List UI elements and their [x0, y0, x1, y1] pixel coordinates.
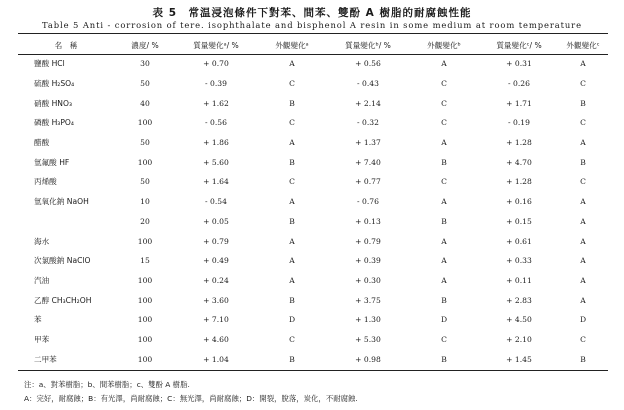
table-cell: + 0.39: [355, 256, 381, 266]
medium-name-cell: 次氯酸鈉 NaClO: [34, 256, 91, 266]
table-cell: + 0.11: [506, 275, 532, 285]
table-cell: A: [289, 138, 295, 148]
table-cell: A: [289, 256, 295, 266]
column-header: 外觀變化ᵇ: [427, 40, 461, 50]
medium-name-cell: 二甲苯: [34, 354, 57, 364]
table-cell: + 1.64: [203, 177, 229, 187]
table-row: [18, 172, 608, 192]
table-cell: 100: [137, 354, 153, 364]
table-cell: B: [441, 157, 447, 167]
table-cell: 10: [140, 197, 150, 207]
table-cell: B: [441, 216, 447, 226]
table-cell: + 0.77: [355, 177, 381, 187]
table-cell: B: [289, 98, 295, 108]
table-cell: C: [441, 98, 447, 108]
table-cell: + 4.60: [203, 334, 229, 344]
medium-name-cell: 氫氧化鈉 NaOH: [34, 197, 89, 207]
table-cell: + 4.50: [506, 315, 532, 325]
table-cell: D: [579, 315, 587, 325]
table-cell: C: [441, 118, 447, 128]
table-cell: 100: [137, 275, 153, 285]
table-cell: + 2.14: [355, 98, 381, 108]
table-cell: - 0.54: [205, 197, 227, 207]
table-cell: C: [441, 334, 447, 344]
table-cell: A: [441, 197, 447, 207]
table-cell: + 0.49: [203, 256, 229, 266]
table-cell: A: [441, 256, 447, 266]
table-cell: D: [288, 315, 296, 325]
table-cell: A: [580, 295, 586, 305]
table-cell: A: [441, 59, 447, 69]
table-cell: + 0.79: [355, 236, 381, 246]
table-cell: 40: [140, 98, 150, 108]
bottom-rule: [18, 370, 608, 371]
column-header: 質量變化ᵃ/ %: [193, 40, 239, 50]
table-cell: A: [580, 275, 586, 285]
table-cell: A: [441, 275, 447, 285]
table-cell: + 3.75: [355, 295, 381, 305]
corrosion-table: [18, 36, 608, 369]
table-cell: + 1.71: [506, 98, 532, 108]
table-cell: + 1.37: [355, 138, 381, 148]
table-cell: + 2.10: [506, 334, 532, 344]
table-cell: - 0.43: [357, 79, 379, 89]
table-cell: + 0.15: [506, 216, 532, 226]
table-cell: C: [580, 79, 586, 89]
medium-name-cell: 乙醇 CH₃CH₂OH: [34, 295, 92, 305]
table-cell: + 0.24: [203, 275, 229, 285]
table-cell: D: [440, 315, 448, 325]
table-row: [18, 133, 608, 153]
table-cell: + 0.05: [203, 216, 229, 226]
table-cell: + 7.40: [355, 157, 381, 167]
table-cell: + 0.13: [355, 216, 381, 226]
column-header: 濃度/ %: [131, 40, 159, 50]
table-title-english: Table 5 Anti - corrosion of tere. isophthalate and bisphenol A resin in some medium at room temperature: [42, 20, 582, 30]
table-cell: A: [580, 216, 586, 226]
table-cell: 50: [140, 79, 150, 89]
table-cell: + 5.30: [355, 334, 381, 344]
table-cell: A: [289, 236, 295, 246]
table-cell: + 1.28: [506, 138, 532, 148]
table-cell: 100: [137, 315, 153, 325]
table-cell: + 0.16: [506, 197, 532, 207]
table-cell: C: [580, 118, 586, 128]
table-cell: A: [580, 59, 586, 69]
medium-name-cell: 硝酸 HNO₃: [34, 98, 73, 108]
table-cell: + 2.83: [506, 295, 532, 305]
table-cell: C: [580, 177, 586, 187]
table-cell: C: [289, 79, 295, 89]
note-line: 注：a、對苯樹脂；b、間苯樹脂；c、雙酚 A 樹脂.: [24, 380, 190, 389]
table-cell: + 0.30: [355, 275, 381, 285]
table-row: [18, 212, 608, 232]
table-cell: A: [289, 275, 295, 285]
table-cell: C: [441, 177, 447, 187]
table-cell: + 0.56: [355, 59, 381, 69]
table-cell: 100: [137, 157, 153, 167]
table-cell: A: [580, 236, 586, 246]
table-cell: 100: [137, 295, 153, 305]
medium-name-cell: 甲苯: [34, 334, 50, 344]
table-row: [18, 54, 608, 74]
column-header: 外觀變化ᵃ: [275, 40, 309, 50]
table-cell: C: [289, 118, 295, 128]
table-cell: 100: [137, 236, 153, 246]
note-line: A：完好，耐腐蝕；B：有光澤，尚耐腐蝕；C：無光澤，尚耐腐蝕；D：開裂，脫落，炭化，不耐腐蝕.: [24, 394, 358, 403]
table-cell: A: [580, 256, 586, 266]
table-cell: A: [441, 236, 447, 246]
table-cell: 100: [137, 118, 153, 128]
column-header: 名 稱: [54, 40, 78, 50]
table-cell: + 1.86: [203, 138, 229, 148]
table-cell: + 0.61: [506, 236, 532, 246]
table-row: [18, 152, 608, 172]
table-cell: + 4.70: [506, 157, 532, 167]
table-cell: - 0.39: [205, 79, 227, 89]
table-cell: B: [289, 295, 295, 305]
medium-name-cell: 鹽酸 HCl: [34, 59, 65, 69]
table-row: [18, 192, 608, 212]
table-row: [18, 113, 608, 133]
medium-name-cell: 醋酸: [34, 138, 50, 148]
table-cell: + 0.33: [506, 256, 532, 266]
table-cell: 100: [137, 334, 153, 344]
table-cell: B: [580, 98, 586, 108]
table-cell: C: [580, 334, 586, 344]
table-row: [18, 74, 608, 94]
table-cell: + 1.62: [203, 98, 229, 108]
medium-name-cell: 磷酸 H₃PO₄: [34, 118, 74, 128]
table-cell: + 1.28: [506, 177, 532, 187]
table-cell: A: [580, 197, 586, 207]
table-cell: + 1.45: [506, 354, 532, 364]
top-rule: [18, 33, 608, 34]
medium-name-cell: 汽油: [34, 275, 50, 285]
table-cell: B: [580, 354, 586, 364]
table-row: [18, 310, 608, 330]
table-cell: B: [289, 216, 295, 226]
table-cell: - 0.19: [508, 118, 530, 128]
table-cell: 15: [140, 256, 150, 266]
table-cell: C: [289, 334, 295, 344]
table-row: [18, 290, 608, 310]
table-cell: + 3.60: [203, 295, 229, 305]
medium-name-cell: 硫酸 H₂SO₄: [34, 79, 75, 89]
table-row: [18, 330, 608, 350]
table-cell: + 7.10: [203, 315, 229, 325]
table-row: [18, 231, 608, 251]
medium-name-cell: [18, 212, 114, 232]
table-cell: 30: [140, 59, 150, 69]
table-cell: A: [441, 138, 447, 148]
table-cell: + 0.31: [506, 59, 532, 69]
table-cell: - 0.32: [357, 118, 379, 128]
column-header: 外觀變化ᶜ: [566, 40, 600, 50]
table-cell: 20: [140, 216, 150, 226]
table-cell: B: [441, 295, 447, 305]
column-header: 質量變化ᶜ/ %: [496, 40, 542, 50]
table-notes: [24, 378, 358, 406]
table-cell: C: [441, 79, 447, 89]
table-cell: 50: [140, 138, 150, 148]
table-row: [18, 349, 608, 369]
table-cell: - 0.76: [357, 197, 379, 207]
medium-name-cell: 丙烯酸: [34, 177, 57, 187]
table-cell: B: [289, 354, 295, 364]
table-cell: A: [289, 197, 295, 207]
medium-name-cell: 苯: [34, 315, 42, 325]
column-header: 質量變化ᵇ/ %: [345, 40, 391, 50]
table-cell: + 0.79: [203, 236, 229, 246]
table-cell: C: [289, 177, 295, 187]
table-row: [18, 93, 608, 113]
table-row: [18, 251, 608, 271]
table-cell: 50: [140, 177, 150, 187]
table-cell: A: [580, 138, 586, 148]
table-body: [18, 54, 608, 369]
table-cell: + 5.60: [203, 157, 229, 167]
table-cell: B: [289, 157, 295, 167]
table-title-chinese: 表 5 常温浸泡條件下對苯、間苯、雙酚 A 樹脂的耐腐蝕性能: [152, 7, 472, 19]
table-cell: A: [289, 59, 295, 69]
table-cell: - 0.26: [508, 79, 530, 89]
medium-name-cell: 海水: [34, 236, 50, 246]
table-cell: + 1.30: [355, 315, 381, 325]
table-cell: + 0.98: [355, 354, 381, 364]
table-cell: + 1.04: [203, 354, 229, 364]
table-cell: B: [580, 157, 586, 167]
medium-name-cell: 氫氟酸 HF: [34, 157, 70, 167]
table-cell: - 0.56: [205, 118, 227, 128]
table-cell: B: [441, 354, 447, 364]
table-cell: + 0.70: [203, 59, 229, 69]
table-row: [18, 271, 608, 291]
header-row: [18, 36, 608, 54]
